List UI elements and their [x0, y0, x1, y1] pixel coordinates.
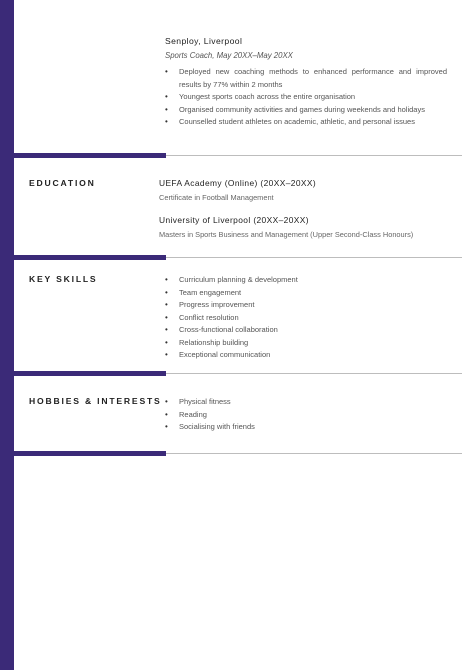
experience-role: Sports Coach, May 20XX–May 20XX: [165, 51, 293, 60]
list-item: • Curriculum planning & development: [165, 274, 447, 287]
education-subtitle: Masters in Sports Business and Management (Upper Second-Class Honours): [159, 230, 414, 239]
section-divider-accent: [14, 255, 166, 260]
list-item: • Reading: [165, 409, 447, 422]
hobbies-list: [165, 396, 447, 434]
list-item: • Conflict resolution: [165, 312, 447, 325]
education-title: University of Liverpool (20XX–20XX): [159, 215, 309, 225]
section-divider-accent: [14, 371, 166, 376]
list-item: • Organised community activities and games during weekends and holidays: [165, 104, 447, 117]
section-divider-line: [166, 453, 462, 454]
section-divider-line: [166, 155, 462, 156]
experience-company: Senploy, Liverpool: [165, 36, 243, 46]
skills-list-container: [165, 274, 447, 362]
list-item: • Youngest sports coach across the entire organisation: [165, 91, 447, 104]
section-heading-skills: KEY SKILLS: [29, 274, 98, 284]
section-divider-line: [166, 373, 462, 374]
list-item: • Progress improvement: [165, 299, 447, 312]
education-subtitle: Certificate in Football Management: [159, 193, 274, 202]
section-divider-accent: [14, 153, 166, 158]
list-item: • Socialising with friends: [165, 421, 447, 434]
skills-list: [165, 274, 447, 362]
section-divider-accent: [14, 451, 166, 456]
hobbies-list-container: [165, 396, 447, 434]
education-entry: [159, 178, 459, 202]
education-entry: [159, 215, 459, 239]
experience-bullets: [165, 66, 447, 129]
section-heading-education: EDUCATION: [29, 178, 96, 188]
list-item: • Physical fitness: [165, 396, 447, 409]
left-accent-bar: [0, 0, 14, 670]
experience-entry: [165, 36, 447, 129]
education-title: UEFA Academy (Online) (20XX–20XX): [159, 178, 317, 188]
list-item: • Cross-functional collaboration: [165, 324, 447, 337]
list-item: • Relationship building: [165, 337, 447, 350]
list-item: • Counselled student athletes on academic, athletic, and personal issues: [165, 116, 447, 129]
section-heading-hobbies: HOBBIES & INTERESTS: [29, 396, 162, 406]
list-item: • Deployed new coaching methods to enhanced performance and improved results by 77% within 2 months: [165, 66, 447, 91]
section-divider-line: [166, 257, 462, 258]
list-item: • Exceptional communication: [165, 349, 447, 362]
list-item: • Team engagement: [165, 287, 447, 300]
